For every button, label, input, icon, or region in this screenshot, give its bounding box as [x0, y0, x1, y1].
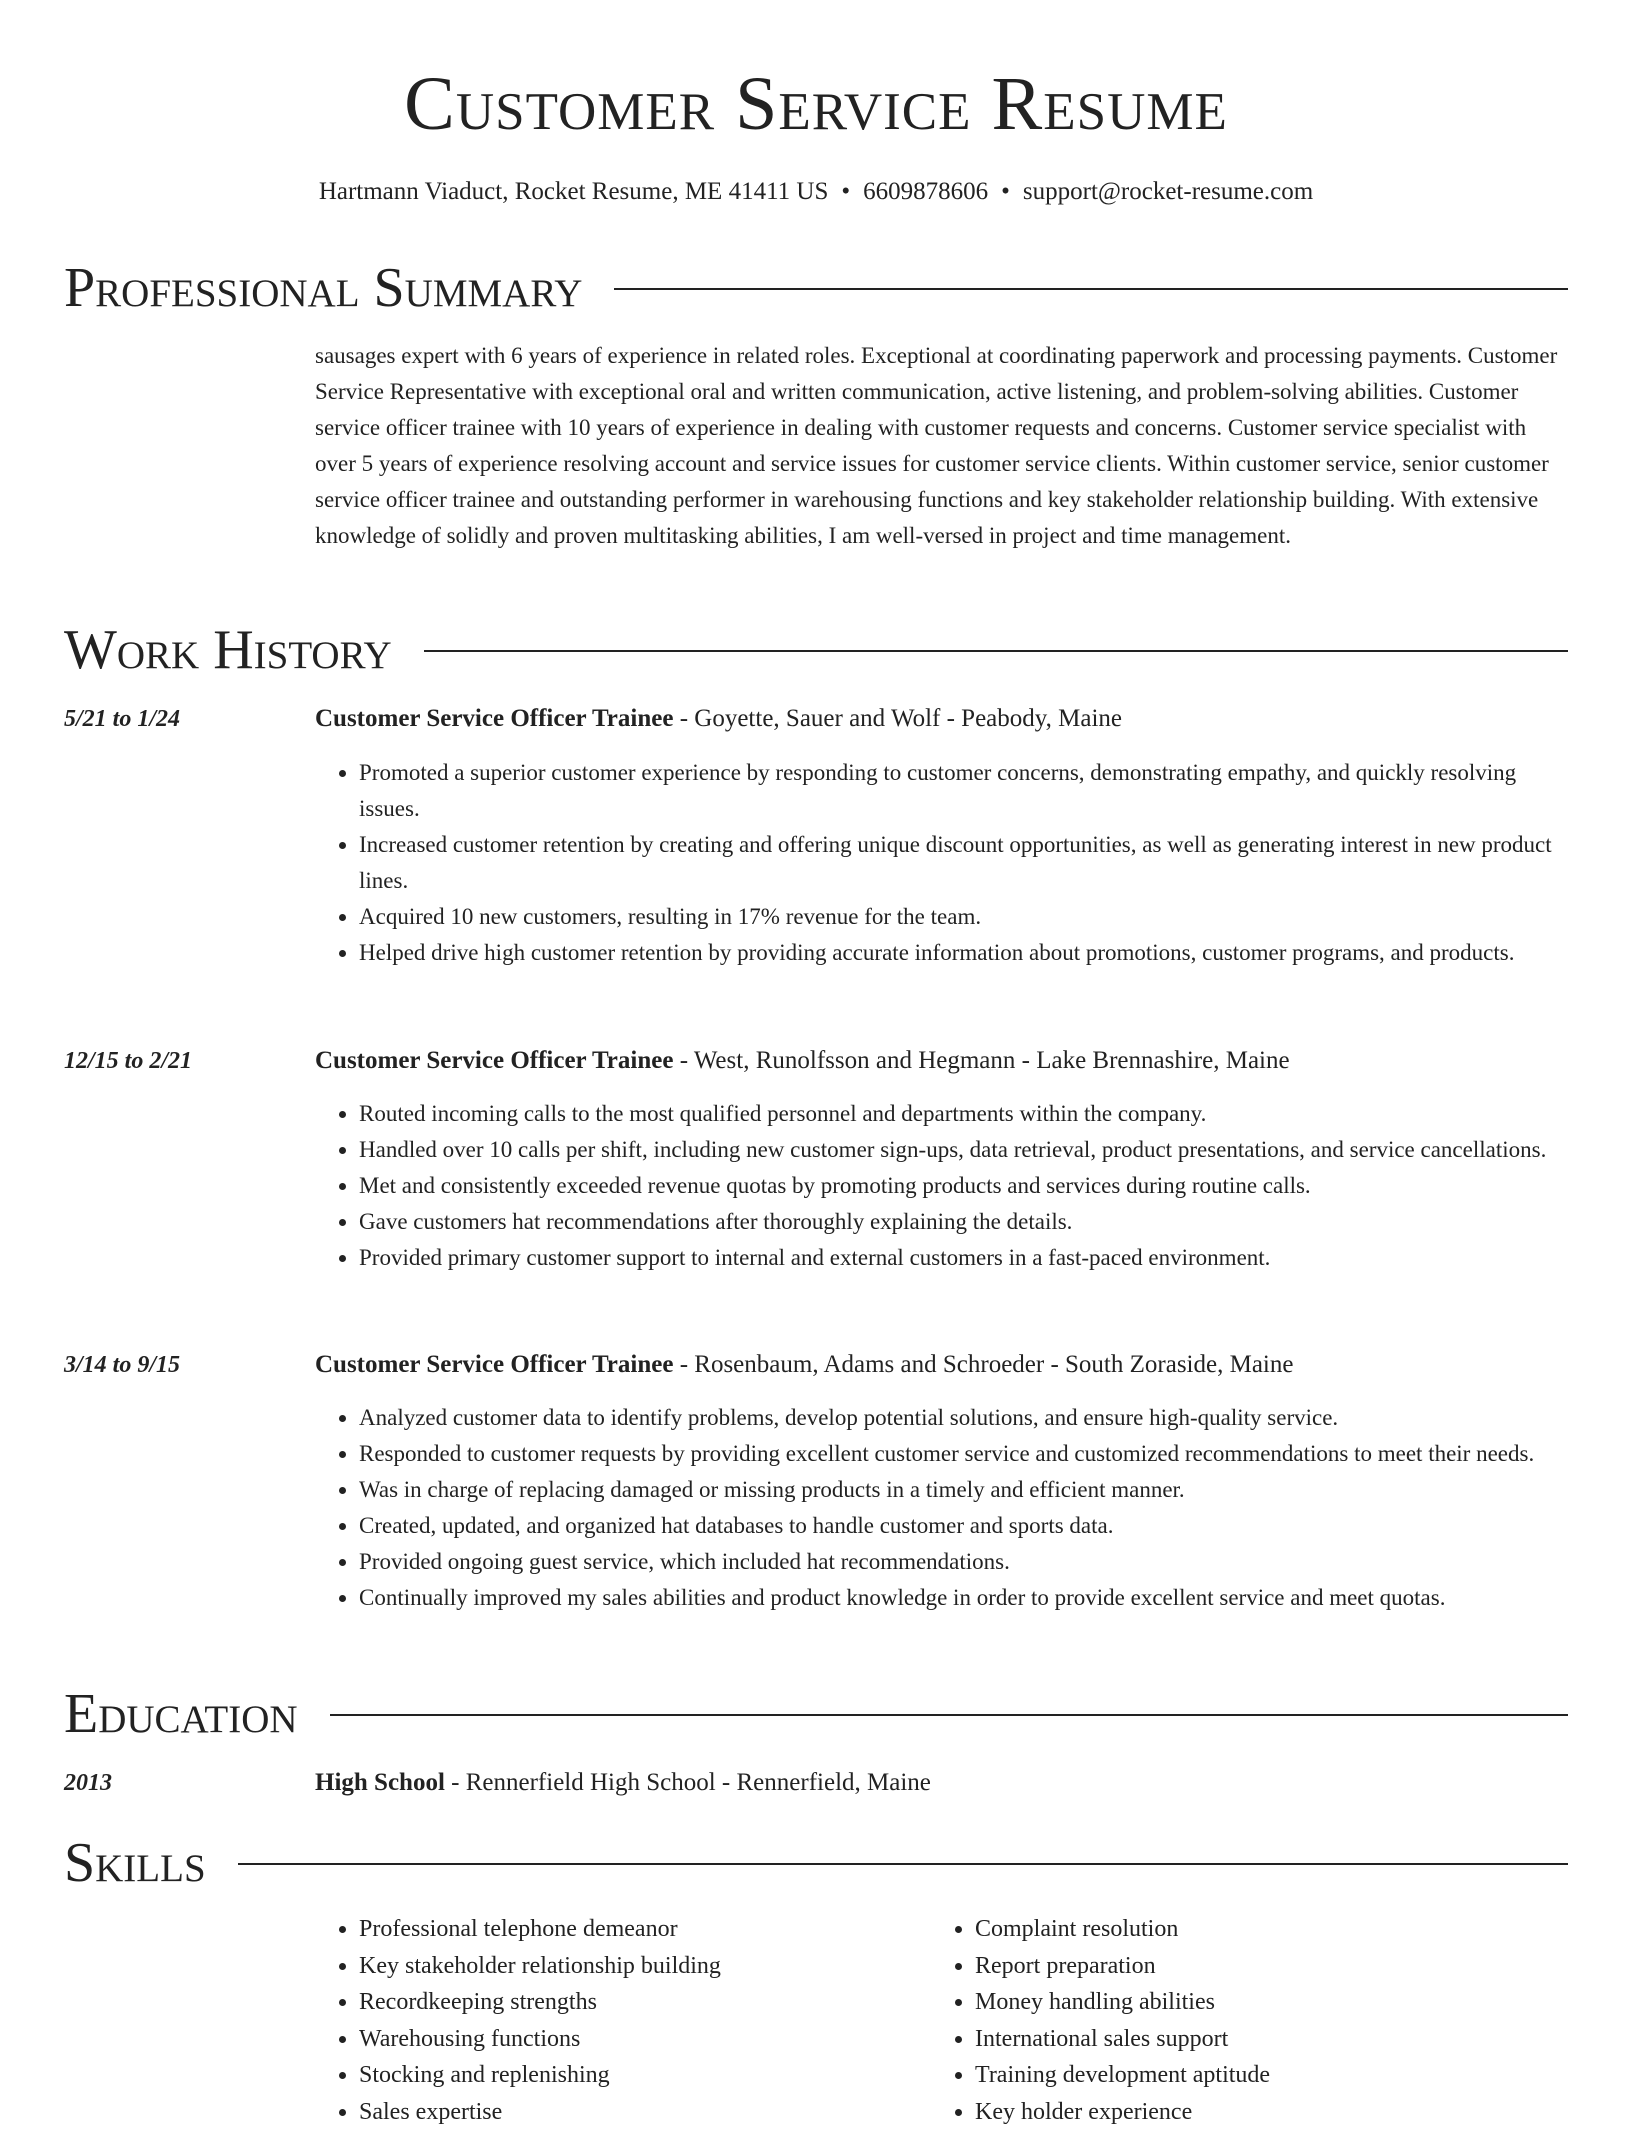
section-header-summary: [64, 256, 1568, 320]
job-bullet: • Analyzed customer data to identify problems, develop potential solutions, and ensure high-quality service.: [359, 1400, 1568, 1436]
job-bullet: • Routed incoming calls to the most qualified personnel and departments within the company.: [359, 1096, 1568, 1132]
skill-item: • Stocking and replenishing: [359, 2057, 915, 2094]
skill-item: • Training development aptitude: [975, 2057, 1551, 2094]
section-header-work-history: [64, 618, 1568, 682]
skill-item: • International sales support: [975, 2021, 1551, 2058]
job-role: Customer Service Officer Trainee: [315, 705, 673, 732]
section-divider: [330, 1714, 1568, 1716]
job-heading: [315, 1349, 1568, 1381]
section-title-skills: Skills: [64, 1831, 206, 1895]
section-header-skills: [64, 1831, 1568, 1895]
resume-title: Customer Service Resume: [0, 58, 1632, 150]
section-divider: [238, 1863, 1568, 1865]
job-bullets: [315, 1096, 1568, 1276]
section-title-work-history: Work History: [64, 618, 392, 682]
contact-separator: •: [1001, 176, 1010, 208]
summary-text: sausages expert with 6 years of experience in related roles. Exceptional at coordinating paperwork and processing payments. Customer Service Representative with exceptional oral and written communication, active listening, and problem-solving abilities. Customer service officer trainee with 10 years of experience in dealing with customer requests and concerns. Customer service specialist with over 5 years of experience resolving account and service issues for customer service clients. Within customer service, senior customer service officer trainee and outstanding performer in warehousing functions and key stakeholder relationship building. With extensive knowledge of solidly and proven multitasking abilities, I am well-versed in project and time management.: [315, 338, 1568, 554]
skills-list-right: [931, 1911, 1551, 2130]
contact-address: Hartmann Viaduct, Rocket Resume, ME 41411 US: [319, 178, 829, 205]
job-bullet: • Continually improved my sales abilities and product knowledge in order to provide excellent service and meet quotas.: [359, 1580, 1568, 1616]
skill-item: • Key holder experience: [975, 2094, 1551, 2130]
section-divider: [424, 650, 1568, 652]
job-bullet: • Created, updated, and organized hat databases to handle customer and sports data.: [359, 1508, 1568, 1544]
section-header-education: [64, 1682, 1568, 1746]
job-heading: [315, 1045, 1568, 1077]
skill-item: • Key stakeholder relationship building: [359, 1948, 915, 1985]
skill-item: • Report preparation: [975, 1948, 1551, 1985]
skill-item: • Sales expertise: [359, 2094, 915, 2130]
skill-item: • Money handling abilities: [975, 1984, 1551, 2021]
job-employer: - Rosenbaum, Adams and Schroeder - South Zoraside, Maine: [673, 1351, 1293, 1378]
contact-phone: 6609878606: [863, 178, 988, 205]
job-bullet: • Increased customer retention by creating and offering unique discount opportunities, as well as generating interest in new product lines.: [359, 827, 1568, 899]
job-bullet: • Promoted a superior customer experience by responding to customer concerns, demonstrating empathy, and quickly resolving issues.: [359, 755, 1568, 827]
job-dates: 5/21 to 1/24: [64, 703, 180, 735]
education-degree: High School: [315, 1769, 445, 1796]
section-title-summary: Professional Summary: [64, 256, 582, 320]
job-bullet: • Provided primary customer support to internal and external customers in a fast-paced environment.: [359, 1240, 1568, 1276]
job-bullet: • Was in charge of replacing damaged or missing products in a timely and efficient manner.: [359, 1472, 1568, 1508]
job-bullets: [315, 1400, 1568, 1616]
skill-item: • Complaint resolution: [975, 1911, 1551, 1948]
job-bullet: • Responded to customer requests by providing excellent customer service and customized recommendations to meet their needs.: [359, 1436, 1568, 1472]
job-role: Customer Service Officer Trainee: [315, 1351, 673, 1378]
job-bullets: [315, 755, 1568, 971]
job-dates: 12/15 to 2/21: [64, 1045, 192, 1077]
section-divider: [614, 288, 1568, 290]
job-bullet: • Acquired 10 new customers, resulting in 17% revenue for the team.: [359, 899, 1568, 935]
skills-list-left: [315, 1911, 915, 2130]
job-bullet: • Gave customers hat recommendations after thoroughly explaining the details.: [359, 1204, 1568, 1240]
job-role: Customer Service Officer Trainee: [315, 1047, 673, 1074]
contact-separator: •: [841, 176, 850, 208]
job-bullet: • Met and consistently exceeded revenue quotas by promoting products and services during routine calls.: [359, 1168, 1568, 1204]
contact-email: support@rocket-resume.com: [1023, 178, 1313, 205]
skill-item: • Warehousing functions: [359, 2021, 915, 2058]
job-employer: - Goyette, Sauer and Wolf - Peabody, Maine: [673, 705, 1122, 732]
skill-item: • Recordkeeping strengths: [359, 1984, 915, 2021]
skill-item: • Professional telephone demeanor: [359, 1911, 915, 1948]
job-bullet: • Provided ongoing guest service, which included hat recommendations.: [359, 1544, 1568, 1580]
job-heading: [315, 703, 1568, 735]
job-bullet: • Helped drive high customer retention by providing accurate information about promotions, customer programs, and products.: [359, 935, 1568, 971]
contact-line: [0, 176, 1632, 208]
job-dates: 3/14 to 9/15: [64, 1349, 180, 1381]
education-school: - Rennerfield High School - Rennerfield, Maine: [445, 1769, 931, 1796]
education-year: 2013: [64, 1767, 112, 1799]
job-bullet: • Handled over 10 calls per shift, including new customer sign-ups, data retrieval, product presentations, and service cancellations.: [359, 1132, 1568, 1168]
section-title-education: Education: [64, 1682, 298, 1746]
job-employer: - West, Runolfsson and Hegmann - Lake Brennashire, Maine: [673, 1047, 1289, 1074]
education-heading: [315, 1767, 1568, 1799]
